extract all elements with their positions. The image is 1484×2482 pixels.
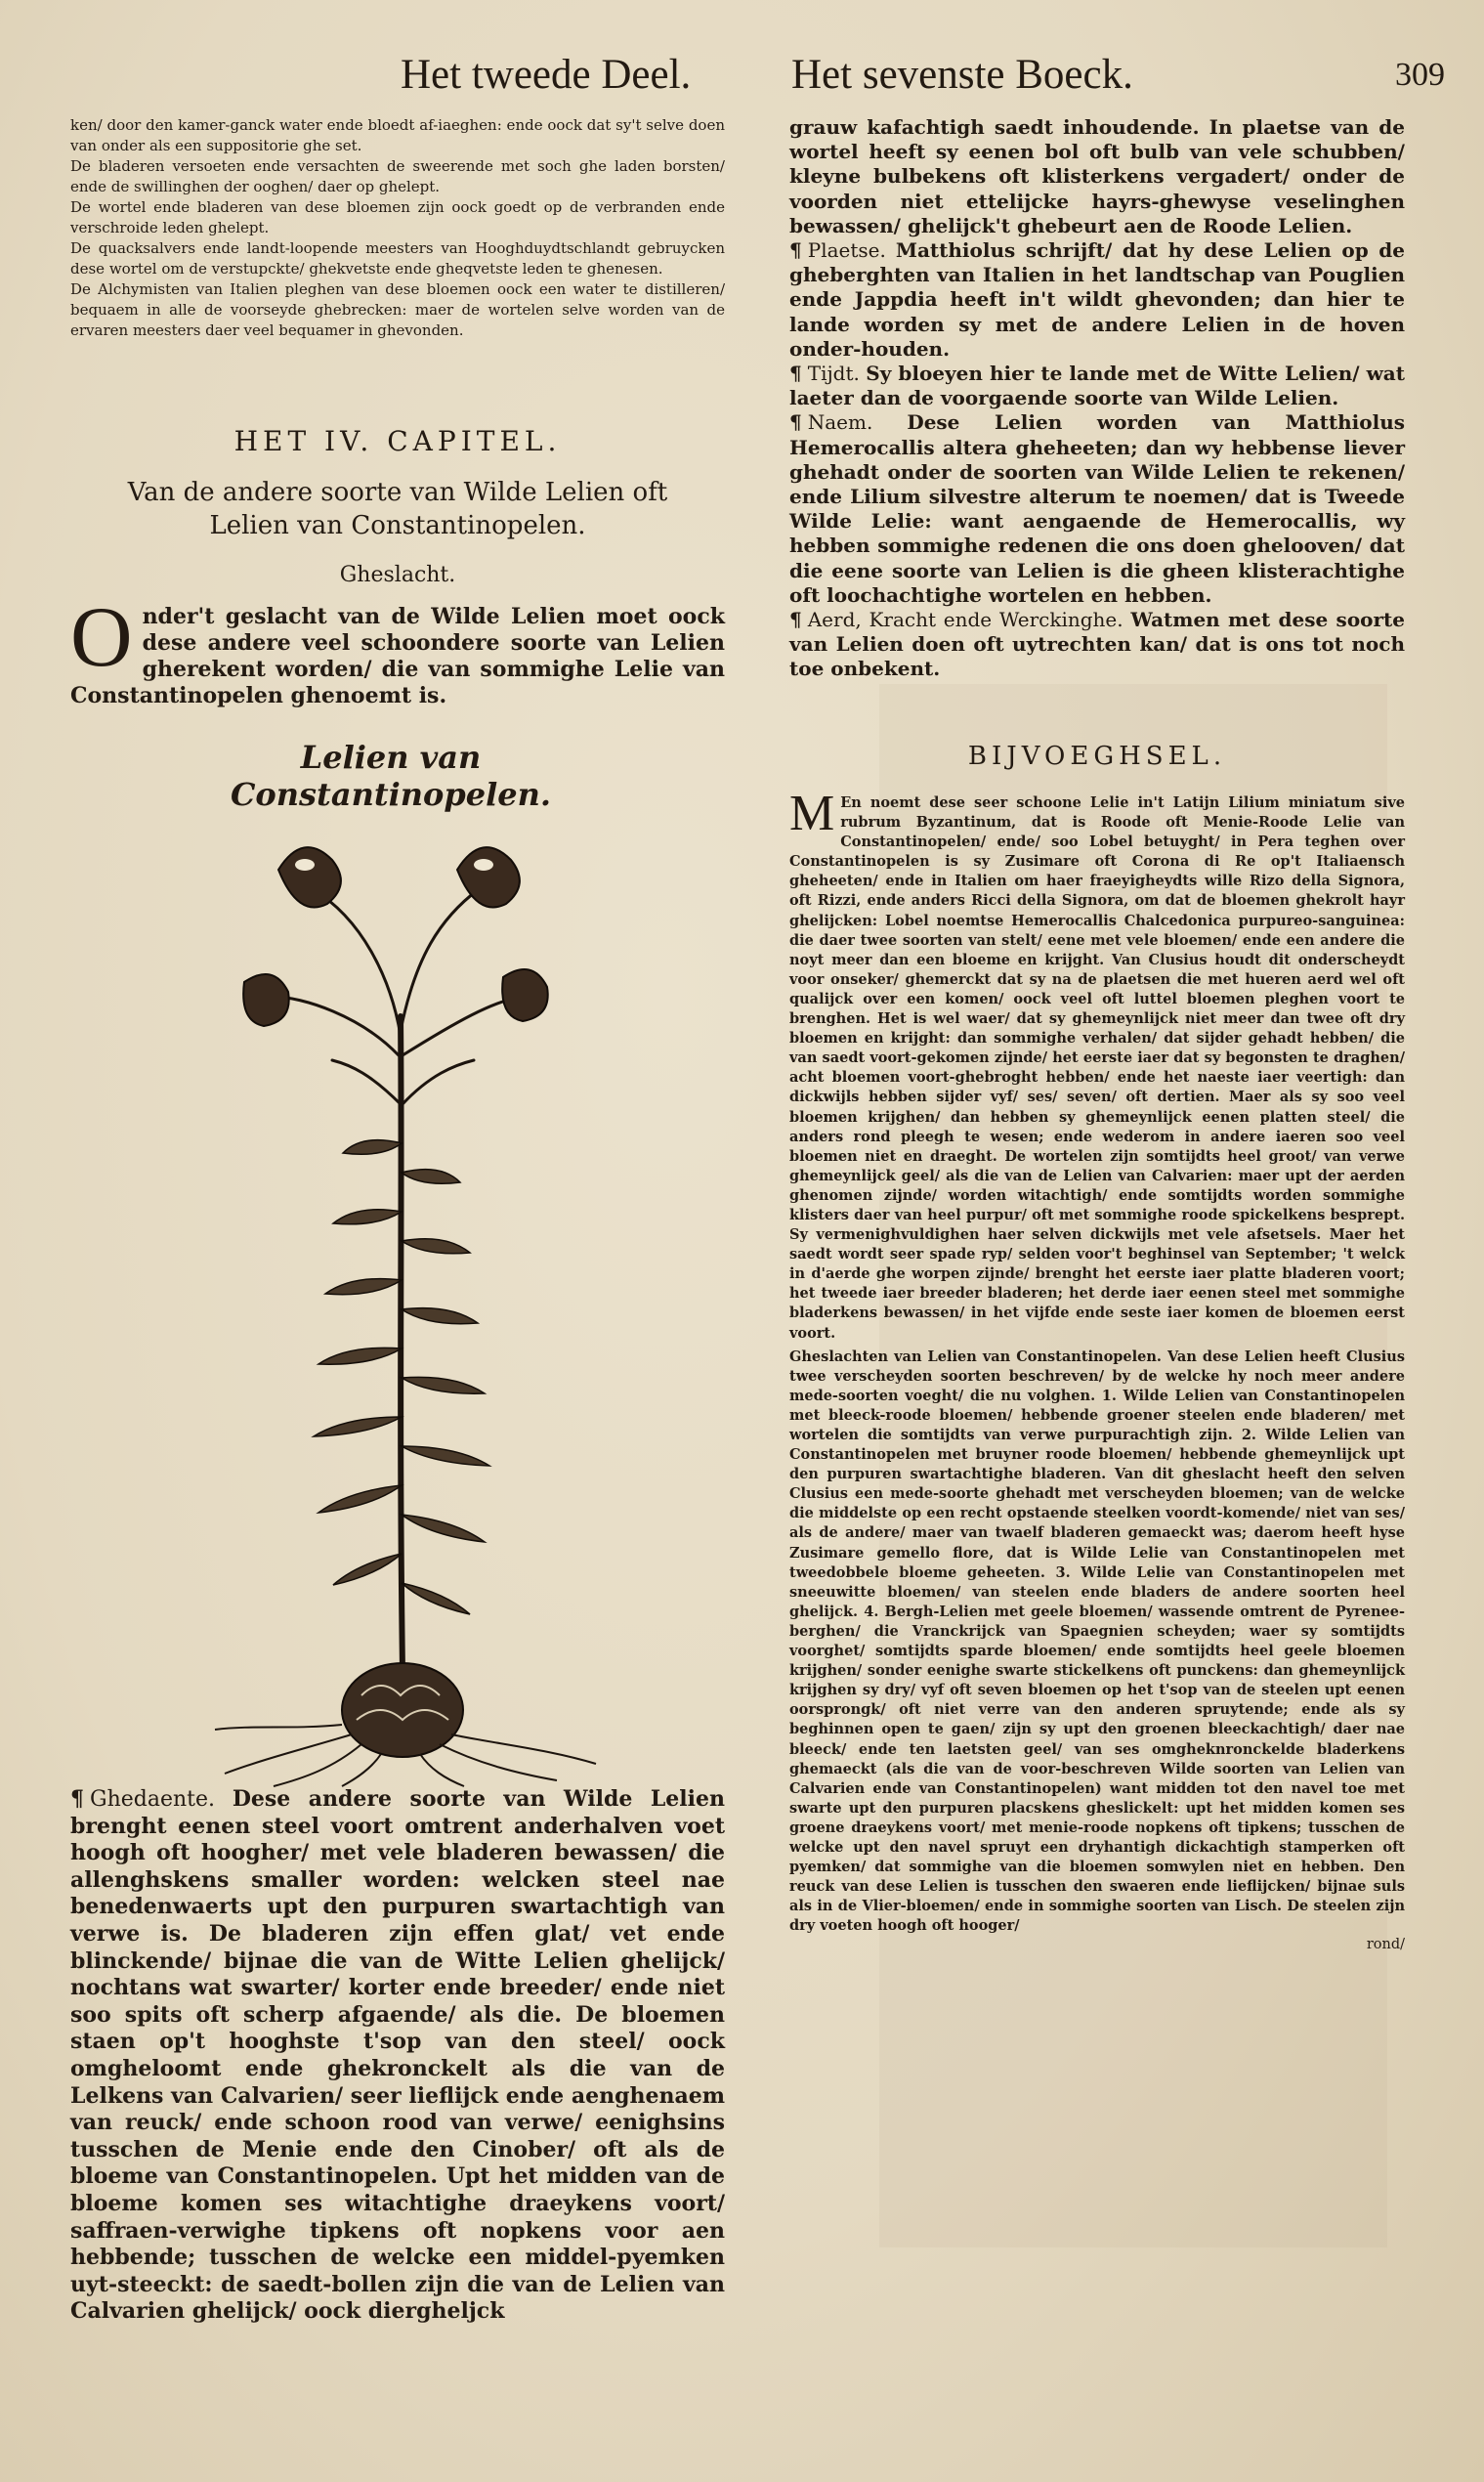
chapter-heading	[70, 425, 725, 588]
bijvoeghsel-text	[789, 786, 1405, 1955]
lily-woodcut-illustration	[186, 811, 615, 1788]
header-part-title: Het tweede Deel.	[401, 52, 692, 98]
plaetse-label: Plaetse.	[807, 238, 886, 263]
right-top-text: grauw kafachtigh saedt inhoudende. In plaetse van de wortel heeft sy eenen bol oft bulb van vele schubben/ kleyne bulbekens oft klisterkens vergadert/ onder de voorden niet ettelijcke hayrs-ghewyse veselinghen bewassen/ ghelijck't ghebeurt aen de Roode Lelien. ¶ Plaetse. Matthiolus schrijft/ dat hy dese Lelien op de gheberghten van Italien in het landtschap van Pouglien ende Jappdia heeft in't wildt ghevonden; dan hier te lande worden sy met de andere Lelien in de hoven onder-houden. ¶ Tijdt. Sy bloeyen hier te lande met de Witte Lelien/ wat laeter dan de voorgaende soorte van Wilde Lelien. ¶ Naem. Dese Lelien worden van Matthiolus Hemerocallis altera gheheeten; dan wy hebbense liever ghehadt onder de soorten van Wilde Lelien te rekenen/ ende Lilium silvestre alterum te noemen/ dat is Tweede Wilde Lelie: want aengaende de Hemerocallis, wy hebben sommighe redenen die ons doen ghelooven/ dat die eene soorte van Lelien is die gheen klisterachtighe oft loochachtighe wortelen en hebben. ¶ Aerd, Kracht ende Werckinghe. Watmen met dese soorte van Lelien doen oft uytrechten kan/ dat is ons tot noch toe onbekent.	[789, 115, 1406, 681]
aerd-label: Aerd, Kracht ende Werckinghe.	[807, 608, 1124, 632]
tijdt-text: Sy bloeyen hier te lande met de Witte Lelien/ wat laeter dan de voorgaende soorte van Wilde Lelien.	[789, 362, 1405, 410]
tijdt-label: Tijdt.	[807, 362, 860, 386]
remedy-line-2: De bladeren versoeten ende versachten de sweerende met soch ghe laden borsten/ ende de swillinghen der ooghen/ daer op ghelept.	[70, 157, 725, 195]
chapter-subtitle-1: Van de andere soorte van Wilde Lelien oft	[127, 477, 668, 507]
chapter-subtitle-2: Lelien van Constantinopelen.	[209, 510, 586, 540]
running-header	[401, 51, 1445, 109]
remedy-line-3: De wortel ende bladeren van dese bloemen zijn oock goedt op de verbranden ende verschroide leden ghelept.	[70, 198, 725, 236]
figure-caption: Lelien van Constantinopelen.	[230, 739, 552, 813]
bijvoeghsel-title: BIJVOEGHSEL.	[967, 742, 1227, 771]
bijvoeghsel-paragraph-1: En noemt dese seer schoone Lelie in't Latijn Lilium miniatum sive rubrum Byzantinum, dat is Roode oft Menie-Roode Lelie van Constantinopelen/ ende/ soo Lobel betuyght/ in Pera teghen over Constantinopelen is sy Zusimare oft Corona di Re op't Italiaensch gheheeten/ ende in Italien om haer fraeyigheydts wille Rizo della Signora, oft Rizzi, ende anders Ricci della Signora, om dat de bloemen ghekrolt hayr ghelijcken: Lobel noemtse Hemerocallis Chalcedonica purpureo-sanguinea: die daer twee soorten van stelt/ eene met vele bloemen/ ende een andere die noyt meer dan een bloeme en krijght. Van Clusius houdt dit onderscheydt voor onseker/ ghemerckt dat sy na de plaetsen die met hueren aerd wel oft qualijck over een komen/ oock veel oft luttel bloemen pleghen voort te brenghen. Het is wel waer/ dat sy ghemeynlijck niet meer dan twee oft dry bloemen en krijght: dan sommighe verhalen/ dat sijder gehadt hebben/ die van saedt voort-gekomen zijnde/ het eerste iaer dat sy begonsten te draghen/ acht bloemen voort-ghebroght hebben/ ende het naeste iaer veertigh: dan dickwijls hebben sijder vyf/ ses/ seven/ oft dertien. Maer als sy soo veel bloemen krijghen/ dan hebben sy ghemeynlijck eenen platten steel/ die anders rond pleegh te wesen; ende wederom in andere iaeren soo veel bloemen niet en draeght. De wortelen zijn somtijdts heel groot/ van verwe ghemeynlijck geel/ als die van de Lelien van Calvarien: maer upt der aerden ghenomen zijnde/ worden witachtigh/ ende somtijdts worden sommighe klisters daer van heel purpur/ oft met sommighe roode spickelkens besprept. Sy vermenighvuldighen haer selven dickwijls met vele afsetsels. Maer het saedt wordt seer spade ryp/ selden voor't beghinsel van September; 't welck in d'aerde ghe worpen zijnde/ brenght het eerste iaer platte bladeren voort; het tweede iaer breeder bladeren; het derde iaer eenen steel met sommighe bladerkens bewassen/ in het vijfde ende seste iaer komen de bloemen eerst voort.	[789, 794, 1405, 1342]
remedy-line-1: ken/ door den kamer-ganck water ende bloedt af-iaeghen: ende oock dat sy't selve doen van onder als een suppositorie ghe set.	[70, 116, 725, 154]
plaetse-text: Matthiolus schrijft/ dat hy dese Lelien op de gheberghten van Italien in het landtschap van Pouglien ende Jappdia heeft in't wildt ghevonden; dan hier te lande worden sy met de andere Lelien in de hoven onder-houden.	[789, 238, 1406, 361]
header-book-title: Het sevenste Boeck.	[791, 52, 1133, 98]
left-top-text	[70, 115, 725, 341]
drop-cap: O	[70, 590, 133, 685]
aerd-text: Watmen met dese soorte van Lelien doen oft uytrechten kan/ dat is ons tot noch toe onbekent.	[789, 608, 1405, 681]
section-geslacht: Gheslacht.	[339, 562, 456, 587]
bijvoeghsel-heading	[789, 742, 1405, 771]
ghedaente-paragraph	[70, 1786, 725, 2326]
bijvoeghsel-paragraph-2: Gheslachten van Lelien van Constantinopelen. Van dese Lelien heeft Clusius twee verscheyden soorten beschreven/ by de welcke hy noch meer andere mede-soorten voeght/ die nu volghen. 1. Wilde Lelien van Constantinopelen met bleeck-roode bloemen/ hebbende groener steelen ende bladeren/ met wortelen die somtijdts van verwe purpurachtigh zijn. 2. Wilde Lelien van Constantinopelen met bruyner roode bloemen/ hebbende ghemeynlijck upt den purpuren swartachtighe bladeren. Van dit gheslacht heeft den selven Clusius een mede-soorte ghehadt met verscheyden bloemen; van de welcke die middelste op een recht opstaende steelken voordt-komende/ niet van ses/ als de andere/ maer van twaelf bladeren gemaeckt was; daerom heeft hyse Zusimare gemello flore, dat is Wilde Lelie van Constantinopelen met tweedobbele bloeme geheeten. 3. Wilde Lelie van Constantinopelen met sneeuwitte bloemen/ van steelen ende bladers de andere soorten heel ghelijck. 4. Bergh-Lelien met geele bloemen/ wassende omtrent de Pyrenee-berghen/ die Vranckrijck van Spaegnien scheyden; waer sy somtijdts voorghet/ somtijdts sparde bloemen/ ende somtijdts heel geele bloemen krijghen/ sonder eenighe swarte stickelkens oft punckens: dan ghemeynlijck krijghen sy dry/ vyf oft seven bloemen op het t'sop van de steelen upt eenen oorsprongk/ oft niet verre van den anderen spruytende; ende als sy beghinnen open te gaen/ zijn sy upt den groenen bleeckachtigh/ daer nae bleeck/ ende ten laetsten geel/ van ses omgheknronckelde bladerkens ghemaeckt (als die van de voor-beschreven Wilde soorten van Lelien van Calvarien ende van Constantinopelen) want midden tot den navel toe met swarte upt den purpuren placskens gheslickelt: upt het midden komen ses groene draeykens voort/ met menie-roode nopkens oft tipkens; tusschen de welcke upt den navel spruyt een dryhantigh dickachtigh stamperken oft pyemken/ dat sommighe van die bloemen somwylen niet en hebben. Den reuck van dese Lelien is tusschen den swaeren ende lieflijcken/ bijnae suls als in de Vlier-bloemen/ ende in sommighe soorten van Lisch. De steelen zijn dry voeten hoogh oft hooger/	[789, 1348, 1405, 1935]
naem-label: Naem.	[807, 410, 873, 435]
page-number: 309	[1395, 57, 1445, 93]
remedy-line-5: De Alchymisten van Italien pleghen van dese bloemen oock een water te distilleren/ bequaem in alle de voorseyde ghebrecken: maer de wortelen selve worden van de ervaren meesters daer veel bequamer in ghevonden.	[70, 280, 725, 339]
bulb-description: grauw kafachtigh saedt inhoudende. In plaetse van de wortel heeft sy eenen bol oft bulb van vele schubben/ kleyne bulbekens oft klisterkens vergadert/ onder de voorden niet ettelijcke hayrs-ghewyse veselinghen bewassen/ ghelijck't ghebeurt aen de Roode Lelien.	[789, 115, 1405, 237]
bijvoeghsel-drop-cap: M	[789, 786, 835, 841]
paragraph-mark: ¶	[70, 1786, 84, 1812]
ghedaente-text: Dese andere soorte van Wilde Lelien brenght eenen steel voort omtrent anderhalven voet hoogh oft hoogher/ met vele bladeren bewassen/ die allenghskens smaller worden: welcken steel nae benedenwaerts upt den purpuren swartachtigh van verwe is. De bladeren zijn effen glat/ vet ende blinckende/ bijnae die van de Witte Lelien ghelijck/ nochtans wat swarter/ korter ende breeder/ ende niet soo spits oft scherp afgaende/ als die. De bloemen staen op't hooghste t'sop van den steel/ oock omgheloomt ende ghekronckelt als die van de Lelkens van Calvarien/ seer lieflijck ende aenghenaem van reuck/ ende schoon rood van verwe/ eenighsins tusschen de Menie ende den Cinober/ oft als de bloeme van Constantinopelen. Upt het midden van de bloeme komen ses witachtighe draeykens voort/ saffraen-verwighe tipkens oft nopkens voor aen hebbende; tusschen de welcke een middel-pyemken uyt-steeckt: de saedt-bollen zijn die van de Lelien van Calvarien ghelijck/ oock diergheljck	[70, 1786, 725, 2325]
remedy-line-4: De quacksalvers ende landt-loopende meesters van Hooghduydtschlandt gebruycken dese wortel om de verstupckte/ ghekvetste ende gheqvetste leden te ghenesen.	[70, 239, 725, 278]
intro-paragraph	[70, 590, 725, 709]
naem-text: Dese Lelien worden van Matthiolus Hemerocallis altera gheheeten; dan wy hebbense liever ghehadt onder de soorten van Wilde Lelien te rekenen/ ende Lilium silvestre alterum te noemen/ dat is Tweede Wilde Lelie: want aengaende de Hemerocallis, wy hebben sommighe redenen die ons doen ghelooven/ dat die eene soorte van Lelien is die gheen klisterachtighe oft loochachtighe wortelen en hebben.	[789, 410, 1405, 607]
intro-text: nder't geslacht van de Wilde Lelien moet oock dese andere veel schoondere soorte van Lelien gherekent worden/ die van sommighe Lelie van Constantinopelen ghenoemt is.	[70, 604, 725, 708]
ghedaente-label: Ghedaente.	[90, 1787, 216, 1812]
chapter-title: HET IV. CAPITEL.	[233, 425, 562, 457]
catchword: rond/	[1366, 1937, 1405, 1953]
